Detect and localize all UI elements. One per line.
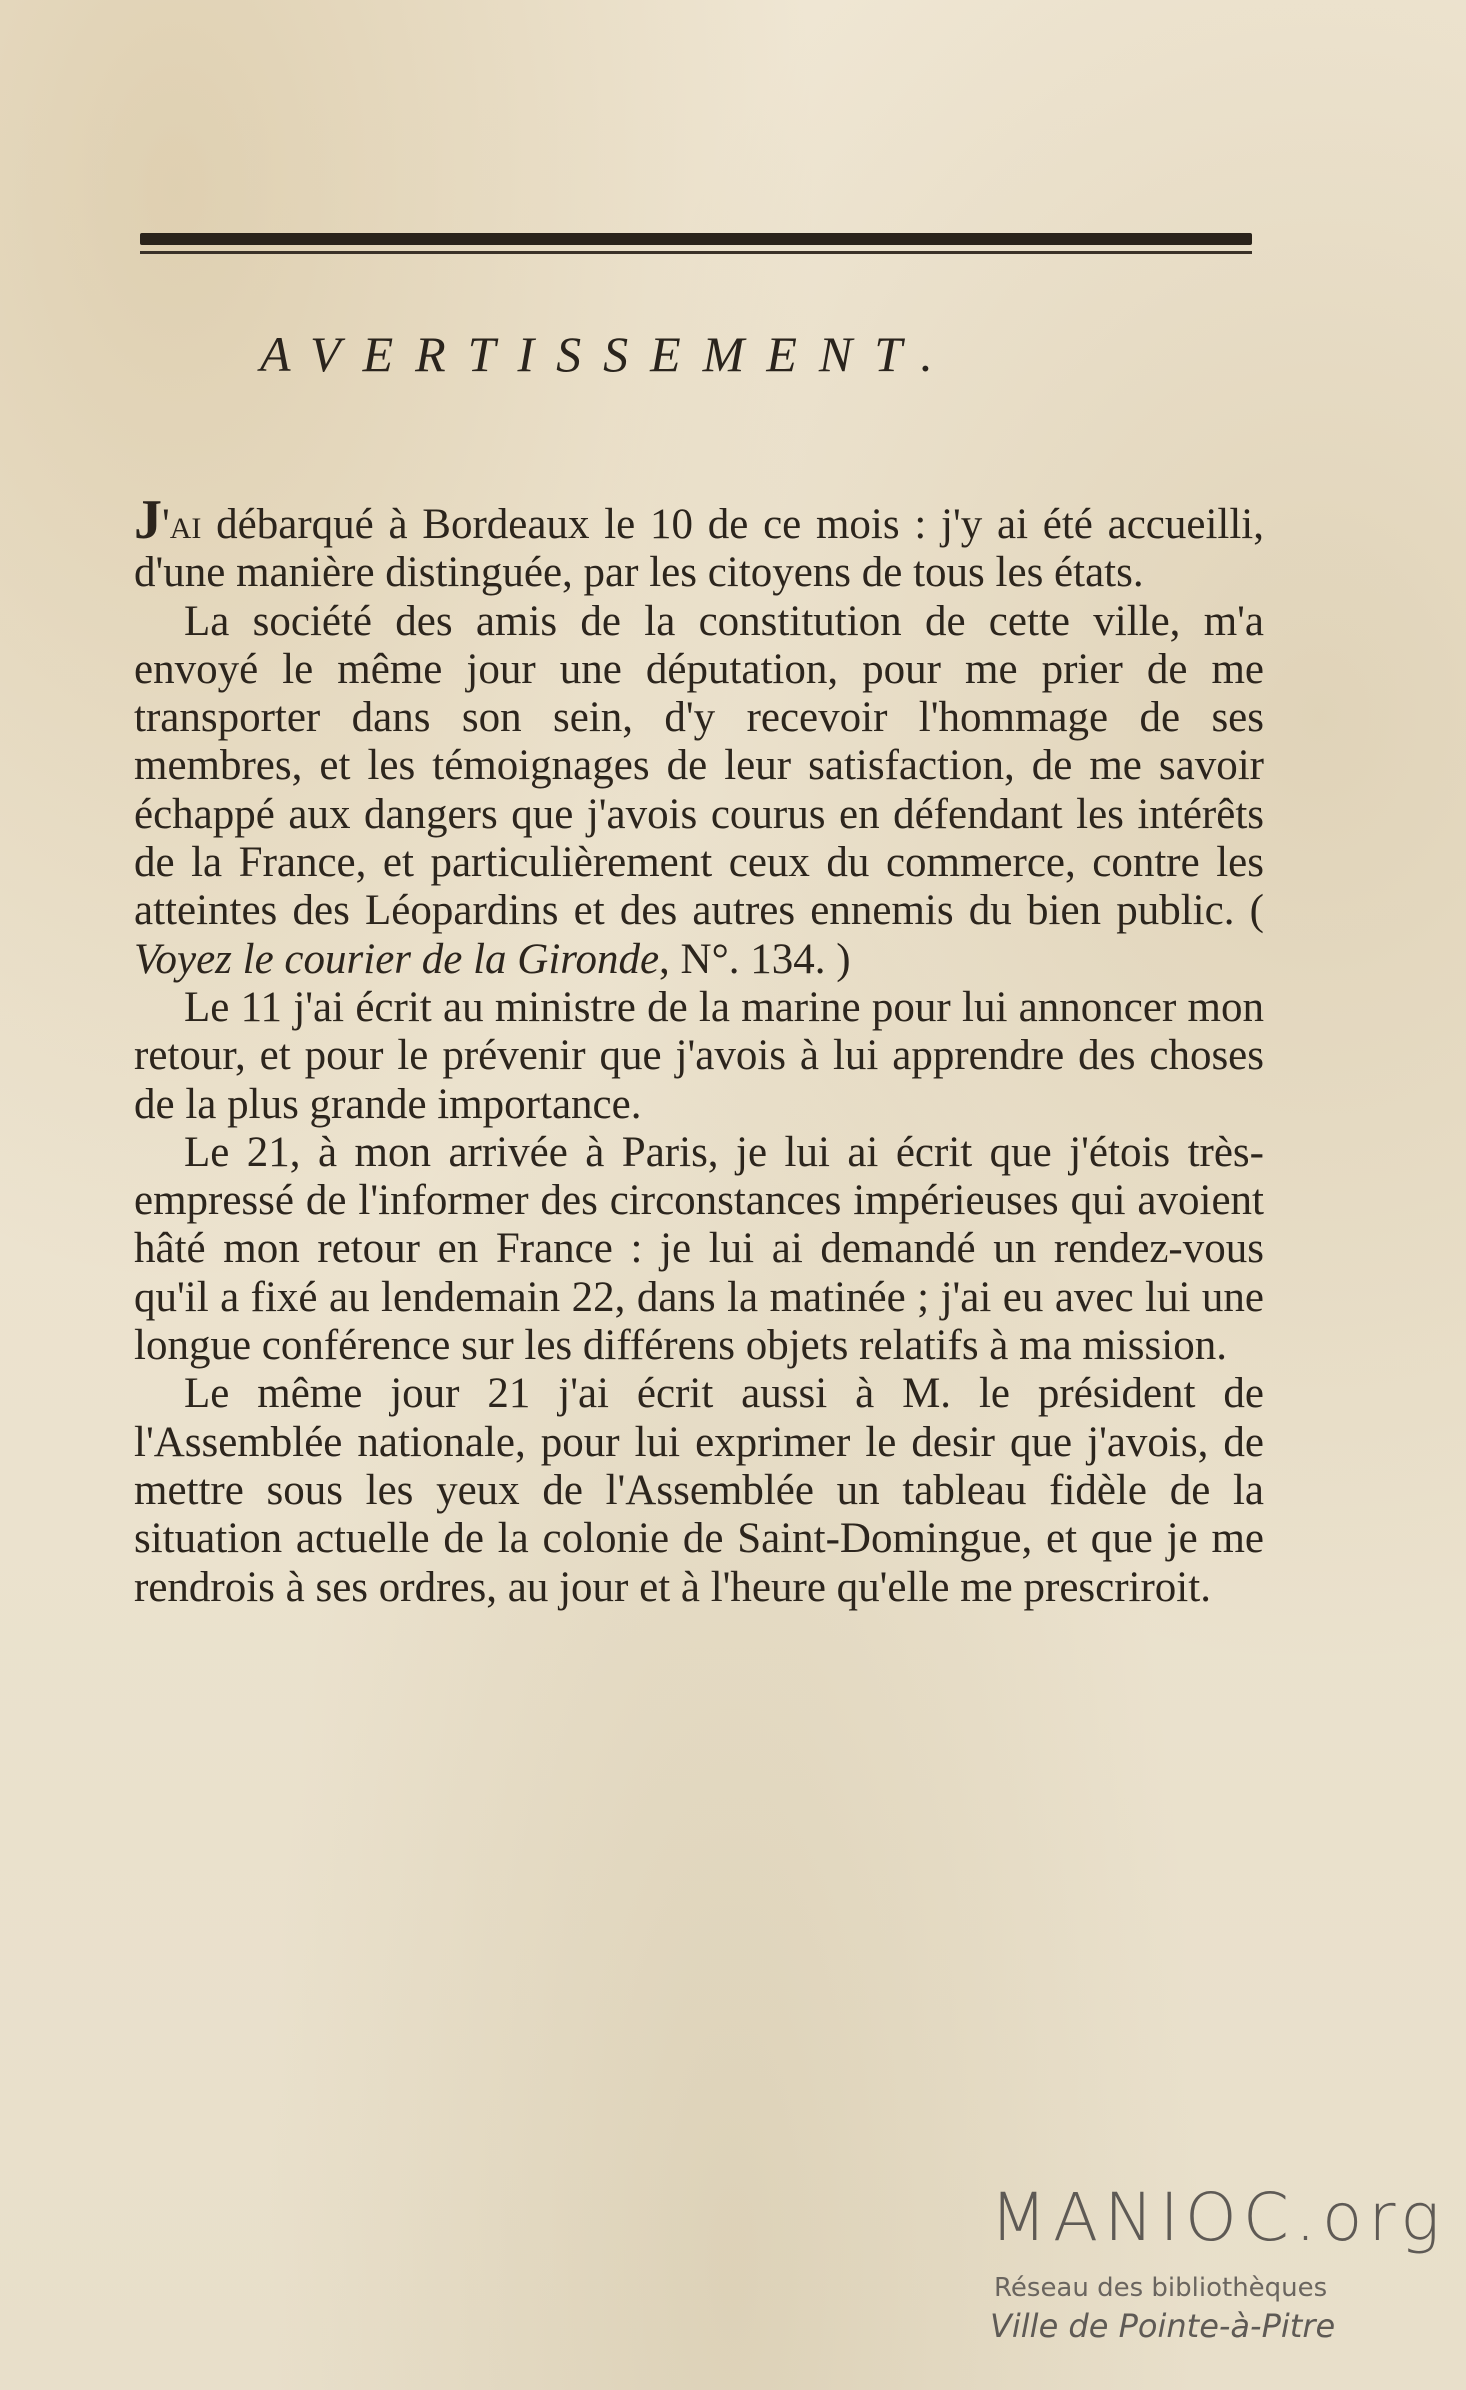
paragraph-5: Le même jour 21 j'ai écrit aussi à M. le président de l'Assemblée nationale, pour lui exprimer le desir que j'avois, de mettre sous les yeux de l'Assemblée un tableau fidèle de la situation actuelle de la colonie de Saint-Domingue, et que je me rendrois à ses ordres, au jour et à l'heure qu'elle me prescriroit. — [134, 1370, 1264, 1611]
watermark-city: Ville de Pointe-à-Pitre — [990, 2307, 1336, 2345]
body-text — [134, 489, 1264, 1612]
paragraph-2 — [134, 598, 1264, 984]
reference-open: ( — [1234, 887, 1264, 935]
manioc-watermark — [990, 2179, 1446, 2345]
paragraph-3: Le 11 j'ai écrit au ministre de la marine pour lui annoncer mon retour, et pour le prévenir que j'avois à lui apprendre des choses de la plus grande importance. — [134, 983, 1264, 1128]
drop-cap: J — [134, 489, 162, 551]
paragraph-1-text: débarqué à Bordeaux le 10 de ce mois : j'y ai été accueilli, d'une manière distinguée, par les citoyens de tous les états. — [134, 501, 1264, 597]
small-caps-lead: 'ai — [162, 501, 202, 548]
paragraph-1 — [134, 489, 1264, 598]
paragraph-2-text: La société des amis de la constitution de cette ville, m'a envoyé le même jour une députation, pour me prier de me transporter dans son sein, d'y recevoir l'hommage de ses membres, et les témoignages de leur satisfaction, de me savoir échappé aux dangers que j'avois courus en défendant les intérêts de la France, et particulièrement ceux du commerce, contre les atteintes des Léopardins et des autres ennemis du bien public. — [134, 597, 1264, 935]
watermark-network: Réseau des bibliothèques — [994, 2273, 1328, 2303]
watermark-brand: MANIOC.org — [990, 2179, 1446, 2256]
header-rule-thick — [140, 233, 1252, 245]
reference-title: Voyez le courier de la Gironde — [134, 935, 660, 983]
page-title: AVERTISSEMENT. — [260, 326, 955, 382]
header-rule — [140, 233, 1252, 259]
header-rule-thin — [140, 251, 1252, 254]
reference-number: , N°. 134. ) — [659, 935, 851, 983]
paragraph-4: Le 21, à mon arrivée à Paris, je lui ai écrit que j'étois très-empressé de l'informer des circonstances impérieuses qui avoient hâté mon retour en France : je lui ai demandé un rendez-vous qu'il a fixé au lendemain 22, dans la matinée ; j'ai eu avec lui une longue conférence sur les différens objets relatifs à ma mission. — [134, 1128, 1264, 1370]
